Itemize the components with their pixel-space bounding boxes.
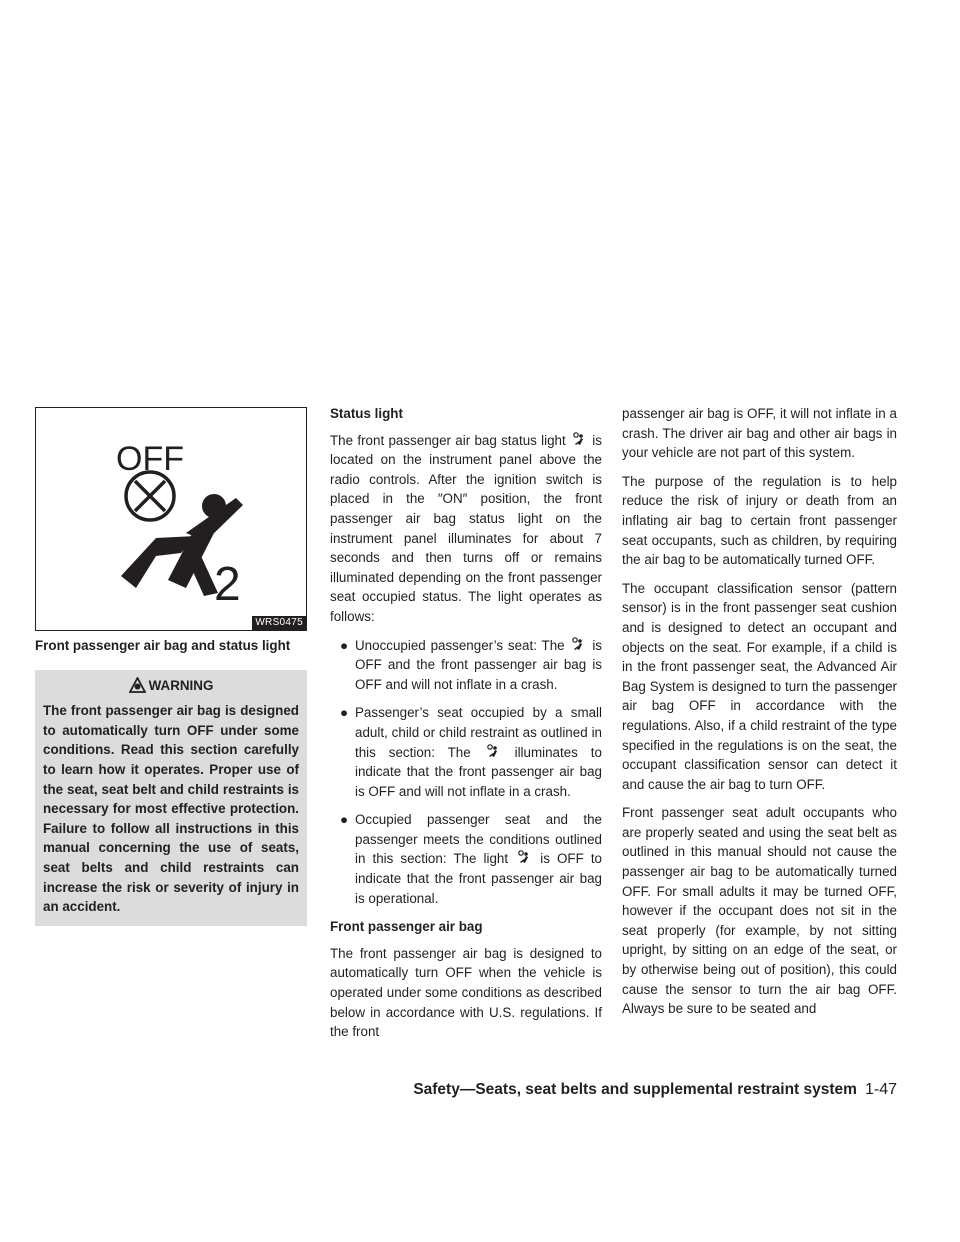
front-airbag-heading: Front passenger air bag — [330, 919, 483, 935]
off-label: OFF — [116, 440, 184, 478]
paragraph: The purpose of the regulation is to help reduce the risk of injury or death from an inflating air bag to certain front passenger seat occupants, such as children, by requiring the air bag to be automatically turned OFF. — [622, 473, 897, 568]
airbag-off-figure — [35, 407, 307, 631]
seat-number: 2 — [214, 558, 241, 611]
passenger-airbag-off-icon — [572, 432, 586, 446]
page-footer — [0, 1081, 897, 1099]
passenger-airbag-off-icon — [571, 637, 585, 651]
figure-code: WRS0475 — [252, 616, 306, 630]
front-airbag-text: The front passenger air bag is designed to automatically turn OFF when the vehicle is operated under some conditions as described below in accordance with U.S. regulations. If the front — [330, 945, 602, 1040]
warning-icon — [129, 677, 146, 693]
figure-caption: Front passenger air bag and status light — [35, 638, 291, 653]
right-column — [622, 404, 897, 1028]
paragraph: Front passenger seat adult occupants who are properly seated and using the seat belt as outlined in this manual should not cause the passenger air bag to be automatically turned OFF. For small adults it may be turned OFF, however if the occupant does not sit in the seat properly (for example, by not sitting upright, by sitting on an edge of the seat, or by otherwise being out of position), this could cause the sensor to turn the air bag OFF. Always be sure to be seated and — [622, 805, 897, 1017]
list-item: ● Passenger’s seat occupied by a small adult, child or child restraint as outlined in this section: The illuminates to indicate that the front passenger air bag is OFF and will not inflate in a crash. — [340, 705, 602, 799]
middle-column — [330, 404, 602, 1051]
page-number: 1-47 — [864, 1081, 897, 1098]
left-column — [35, 407, 307, 926]
paragraph: The occupant classification sensor (pattern sensor) is in the front passenger seat cushion and is designed to detect an occupant and objects on the seat. For example, if a child is in the front passenger seat, the Advanced Air Bag System is designed to turn the passenger air bag OFF in accordance with the regulations. Also, if a child restraint of the type specified in the regulations is on the seat, the occupant classification sensor can detect it and cause the air bag to turn OFF. — [622, 580, 897, 792]
warning-box — [35, 670, 307, 926]
status-list — [330, 636, 602, 909]
passenger-airbag-off-icon — [517, 850, 531, 864]
list-item: ● Unoccupied passenger’s seat: The is OFF and the front passenger air bag is OFF and will not inflate in a crash. — [340, 637, 602, 692]
warning-header — [43, 676, 299, 696]
passenger-airbag-off-icon — [486, 744, 500, 758]
warning-title: WARNING — [148, 677, 214, 693]
airbag-off-indicator-icon — [36, 408, 306, 630]
status-light-heading: Status light — [330, 406, 403, 421]
list-item: ● Occupied passenger seat and the passenger meets the conditions outlined in this section: The light is OFF to indicate that the front passenger air bag is operational. — [340, 812, 602, 906]
status-light-intro: The front passenger air bag status light is located on the instrument panel above the radio controls. After the ignition switch is placed in the ″ON″ position, the front passenger air bag status light on the instrument panel illuminates for about 7 seconds and then turns off or remains illuminated depending on the front passenger seat occupied status. The light operates as follows: — [330, 432, 602, 624]
warning-text: The front passenger air bag is designed to automatically turn OFF under some conditions. Read this section carefully to learn how it operates. Proper use of the seat, seat belt and child restraints is necessary for most effective protection. Failure to follow all instructions in this manual concerning the use of seats, seat belts and child restraints can increase the risk or severity of injury in an accident. — [43, 703, 299, 915]
paragraph: passenger air bag is OFF, it will not inflate in a crash. The driver air bag and other air bags in your vehicle are not part of this system. — [622, 406, 897, 461]
section-title: Safety—Seats, seat belts and supplemental restraint system — [413, 1081, 857, 1098]
